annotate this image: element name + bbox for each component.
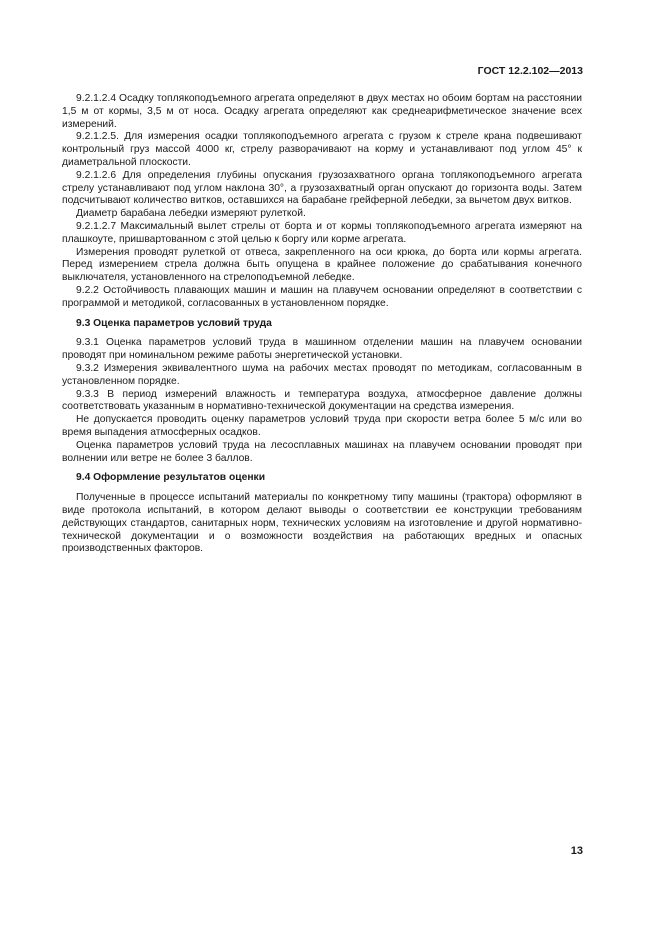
paragraph: Измерения проводят рулеткой от отвеса, закрепленного на оси крюка, до борта или кормы агрегата. Перед измерением стрела должна быть опущена в крайнее положение до срабатывания конечного выключателя, установленного на стрелоподъемной лебедке. bbox=[62, 246, 582, 284]
paragraph: 9.3.2 Измерения эквивалентного шума на рабочих местах проводят по методикам, согласованным в установленном порядке. bbox=[62, 362, 582, 387]
paragraph: Полученные в процессе испытаний материалы по конкретному типу машины (трактора) оформляют в виде протокола испытаний, в котором делают выводы о соответствии ее конструкции требованиям действующих стандартов, санитарных норм, технических условиям на изготовление и другой нормативно-технической документации и о возможности воздействия на работающих вредных и опасных производственных факторов. bbox=[62, 492, 582, 555]
paragraph: 9.2.1.2.4 Осадку топлякоподъемного агрегата определяют в двух местах но обоим бортам на расстоянии 1,5 м от кормы, 3,5 м от носа. Осадку агрегата определяют как среднеарифметическое значение всех измерений. bbox=[62, 93, 582, 130]
paragraph: 9.2.2 Остойчивость плавающих машин и машин на плавучем основании определяют в соответствии с программой и методикой, согласованных в установленном порядке. bbox=[62, 284, 582, 309]
page-content bbox=[62, 93, 582, 556]
section-heading-9-3: 9.3 Оценка параметров условий труда bbox=[76, 317, 272, 329]
paragraph: 9.3.1 Оценка параметров условий труда в машинном отделении машин на плавучем основании проводят при номинальном режиме работы энергетической установки. bbox=[62, 337, 582, 362]
document-code: ГОСТ 12.2.102—2013 bbox=[477, 65, 583, 77]
paragraph: 9.2.1.2.7 Максимальный вылет стрелы от борта и от кормы топлякоподъемного агрегата измеряют на плашкоуте, пришвартованном с этой целью к боргу или корме агрегата. bbox=[62, 220, 582, 245]
paragraph: Диаметр барабана лебедки измеряют рулеткой. bbox=[76, 208, 306, 220]
paragraph: Не допускается проводить оценку параметров условий труда при скорости ветра более 5 м/с или во время выпадения атмосферных осадков. bbox=[62, 414, 582, 438]
section-heading-9-4: 9.4 Оформление результатов оценки bbox=[76, 472, 266, 484]
paragraph: 9.3.3 В период измерений влажность и температура воздуха, атмосферное давление должны соответствовать указанным в нормативно-технической документации на средства измерения. bbox=[62, 388, 582, 413]
page-number: 13 bbox=[570, 845, 583, 857]
paragraph: Оценка параметров условий труда на лесосплавных машинах на плавучем основании проводят при волнении или ветре не более 3 баллов. bbox=[62, 439, 582, 464]
paragraph: 9.2.1.2.6 Для определения глубины опускания грузозахватного органа топлякоподъемного агрегата стрелу устанавливают под углом наклона 30°, а грузозахватный орган опускают до горизонта воды. Затем подсчитывают количество витков, оставшихся на барабане грейферной лебедки, за вычетом двух витков. bbox=[62, 169, 582, 207]
paragraph: 9.2.1.2.5. Для измерения осадки топлякоподъемного агрегата с грузом к стреле крана подвешивают контрольный груз массой 4000 кг, стрелу разворачивают на корму и устанавливают под углом 45° к диаметральной плоскости. bbox=[62, 131, 582, 168]
